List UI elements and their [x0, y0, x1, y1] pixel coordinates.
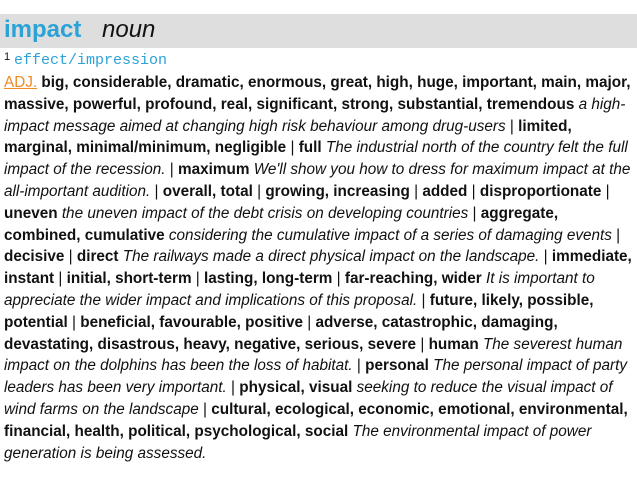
example-sentence: a high-impact message aimed at changing high risk behaviour among drug-users — [4, 95, 626, 135]
separator: | — [332, 270, 345, 288]
adj-tag-link[interactable]: ADJ. — [4, 74, 38, 91]
separator: | — [150, 182, 163, 200]
separator: | — [54, 270, 67, 288]
separator: | — [416, 335, 429, 353]
separator: | — [409, 182, 423, 200]
collocate: added — [422, 182, 468, 200]
separator: | — [468, 204, 481, 222]
collocate: full — [298, 139, 326, 157]
separator: | — [286, 139, 299, 157]
collocate: big, considerable, dramatic, enormous, great, high, huge, important, main, major, massive, powerful, profound, real, significant, strong, substantial, tremendous — [4, 74, 631, 113]
separator: | — [505, 117, 519, 135]
collocate: far-reaching, wider — [344, 270, 486, 288]
collocate: beneficial, favourable, positive — [80, 313, 303, 331]
separator: | — [64, 248, 77, 266]
separator: | — [198, 400, 212, 418]
collocate: limited, marginal, minimal/minimum, negligible — [4, 117, 572, 157]
separator: | — [226, 379, 240, 397]
sense-label: effect/impression — [14, 52, 168, 69]
sense-number: 1 — [4, 51, 11, 63]
collocate: personal — [365, 357, 434, 375]
separator: | — [601, 182, 610, 200]
collocate: immediate, instant — [4, 248, 632, 288]
collocate: human — [428, 335, 483, 353]
headword-bar — [0, 14, 637, 48]
part-of-speech: noun — [102, 16, 156, 43]
headword: impact — [4, 16, 82, 43]
separator: | — [165, 161, 179, 179]
separator: | — [67, 313, 81, 331]
example-sentence: seeking to reduce the visual impact of wind farms on the landscape — [4, 379, 613, 418]
example-sentence: We'll show you how to dress for maximum impact at the all-important audition. — [4, 161, 631, 200]
separator: | — [191, 270, 205, 288]
collocation-entry — [4, 72, 635, 464]
collocate: cultural, ecological, economic, emotional, environmental, financial, health, political, psychological, social — [4, 400, 628, 440]
sense-heading — [4, 50, 167, 70]
separator: | — [252, 182, 266, 200]
collocate: direct — [76, 248, 123, 266]
example-sentence: The personal impact of party leaders has been very important. — [4, 357, 628, 397]
collocate: lasting, long-term — [204, 270, 333, 288]
separator: | — [352, 357, 366, 375]
separator: | — [539, 248, 552, 266]
example-sentence: The industrial north of the country felt the full impact of the recession. — [4, 139, 628, 179]
collocate: initial, short-term — [66, 270, 192, 288]
collocate: future, likely, possible, potential — [4, 291, 594, 331]
example-sentence: The severest human impact on the dolphins has been the loss of habitat. — [4, 335, 623, 375]
separator: | — [467, 182, 480, 200]
example-sentence: The environmental impact of power generation is being assessed. — [4, 422, 592, 462]
collocate: disproportionate — [479, 182, 602, 200]
collocate: growing, increasing — [265, 182, 410, 200]
collocate: overall, total — [162, 182, 253, 200]
example-sentence: The railways made a direct physical impact on the landscape. — [122, 248, 540, 266]
separator: | — [302, 313, 316, 331]
separator: | — [611, 226, 621, 244]
example-sentence: considering the cumulative impact of a series of damaging events — [168, 226, 612, 244]
collocate: uneven — [4, 204, 62, 222]
example-sentence: It is important to appreciate the wider impact and implications of this proposal. — [4, 270, 595, 309]
collocate: physical, visual — [239, 379, 357, 397]
separator: | — [417, 291, 430, 309]
collocate: maximum — [178, 161, 254, 179]
collocate: adverse, catastrophic, damaging, devastating, disastrous, heavy, negative, serious, severe — [4, 313, 558, 353]
collocate: decisive — [4, 248, 65, 266]
example-sentence: the uneven impact of the debt crisis on developing countries — [61, 204, 469, 222]
collocate: aggregate, combined, cumulative — [4, 204, 559, 244]
